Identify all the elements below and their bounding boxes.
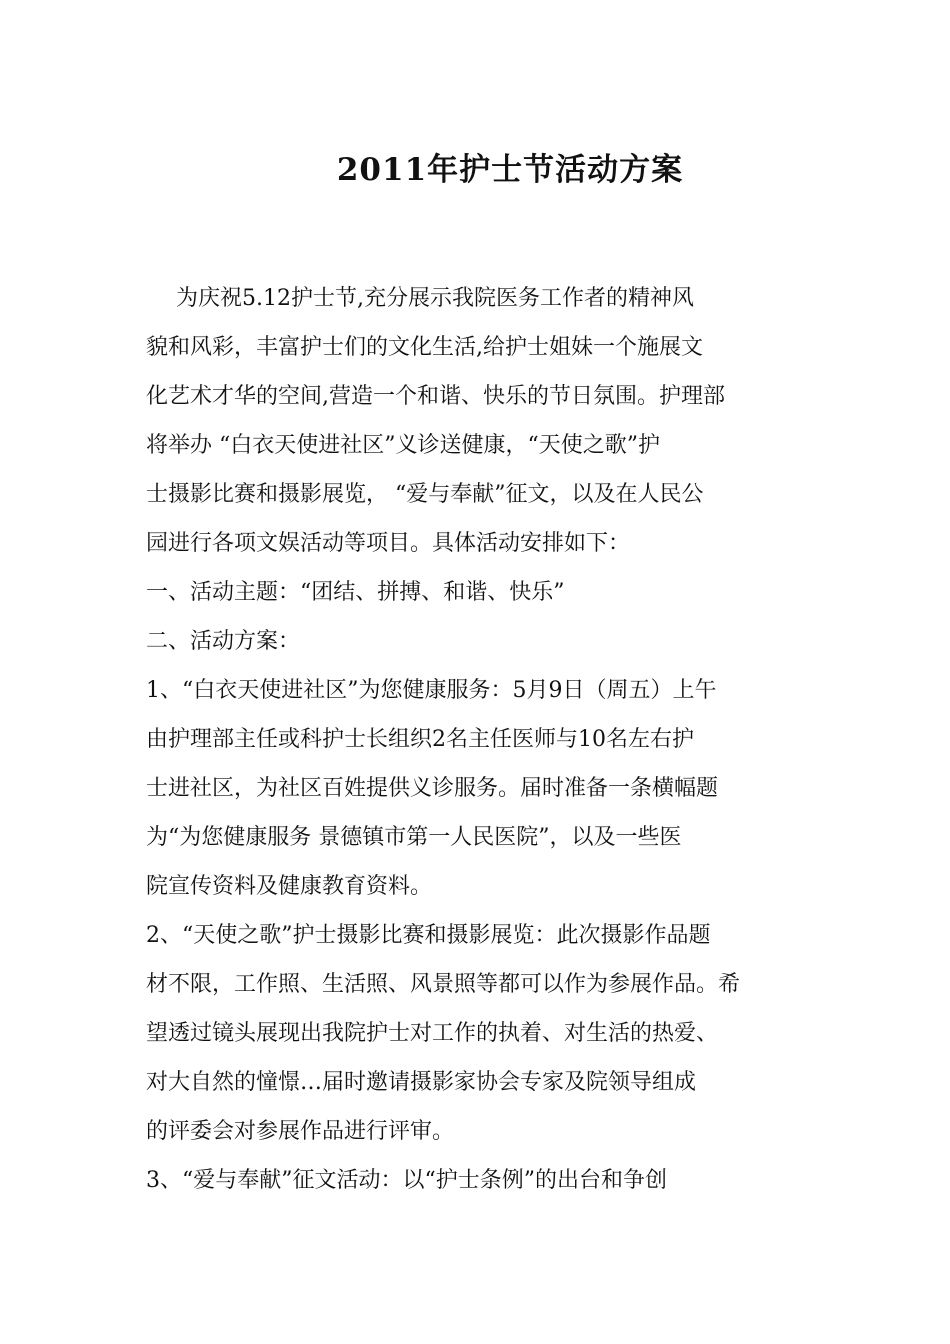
plan-item-1: 1、“白衣天使进社区”为您健康服务：5月9日（周五）上午 — [146, 678, 717, 703]
section-heading-plan: 二、活动方案： — [146, 629, 301, 654]
body-line: 士进社区，为社区百姓提供义诊服务。届时准备一条横幅题 — [146, 776, 719, 801]
body-line: 院宣传资料及健康教育资料。 — [146, 874, 433, 899]
body-line: 由护理部主任或科护士长组织2名主任医师与10名左右护 — [146, 727, 694, 752]
body-line: 材不限，工作照、生活照、风景照等都可以作为参展作品。希 — [146, 972, 741, 997]
body-line: 貌和风彩，丰富护士们的文化生活,给护士姐妹一个施展文 — [146, 335, 703, 360]
plan-item-2: 2、“天使之歌”护士摄影比赛和摄影展览：此次摄影作品题 — [146, 923, 711, 948]
body-line: 园进行各项文娱活动等项目。具体活动安排如下： — [146, 531, 631, 556]
body-line: 士摄影比赛和摄影展览， “爱与奉献”征文，以及在人民公 — [146, 482, 704, 507]
section-heading-theme: 一、活动主题：“团结、拼搏、和谐、快乐” — [146, 580, 565, 605]
document-title: 2011年护士节活动方案 — [336, 152, 684, 188]
body-line: 为“为您健康服务 景德镇市第一人民医院”，以及一些医 — [146, 825, 682, 850]
body-line: 望透过镜头展现出我院护士对工作的执着、对生活的热爱、 — [146, 1021, 719, 1046]
plan-item-3: 3、“爱与奉献”征文活动：以“护士条例”的出台和争创 — [146, 1168, 667, 1193]
document-body — [146, 274, 810, 1205]
body-line: 的评委会对参展作品进行评审。 — [146, 1119, 455, 1144]
body-line: 化艺术才华的空间,营造一个和谐、快乐的节日氛围。护理部 — [146, 384, 725, 409]
body-line: 对大自然的憧憬…届时邀请摄影家协会专家及院领导组成 — [146, 1070, 697, 1095]
body-line: 为庆祝5.12护士节,充分展示我院医务工作者的精神风 — [176, 286, 694, 311]
body-line: 将举办 “白衣天使进社区”义诊送健康，“天使之歌”护 — [146, 433, 660, 458]
